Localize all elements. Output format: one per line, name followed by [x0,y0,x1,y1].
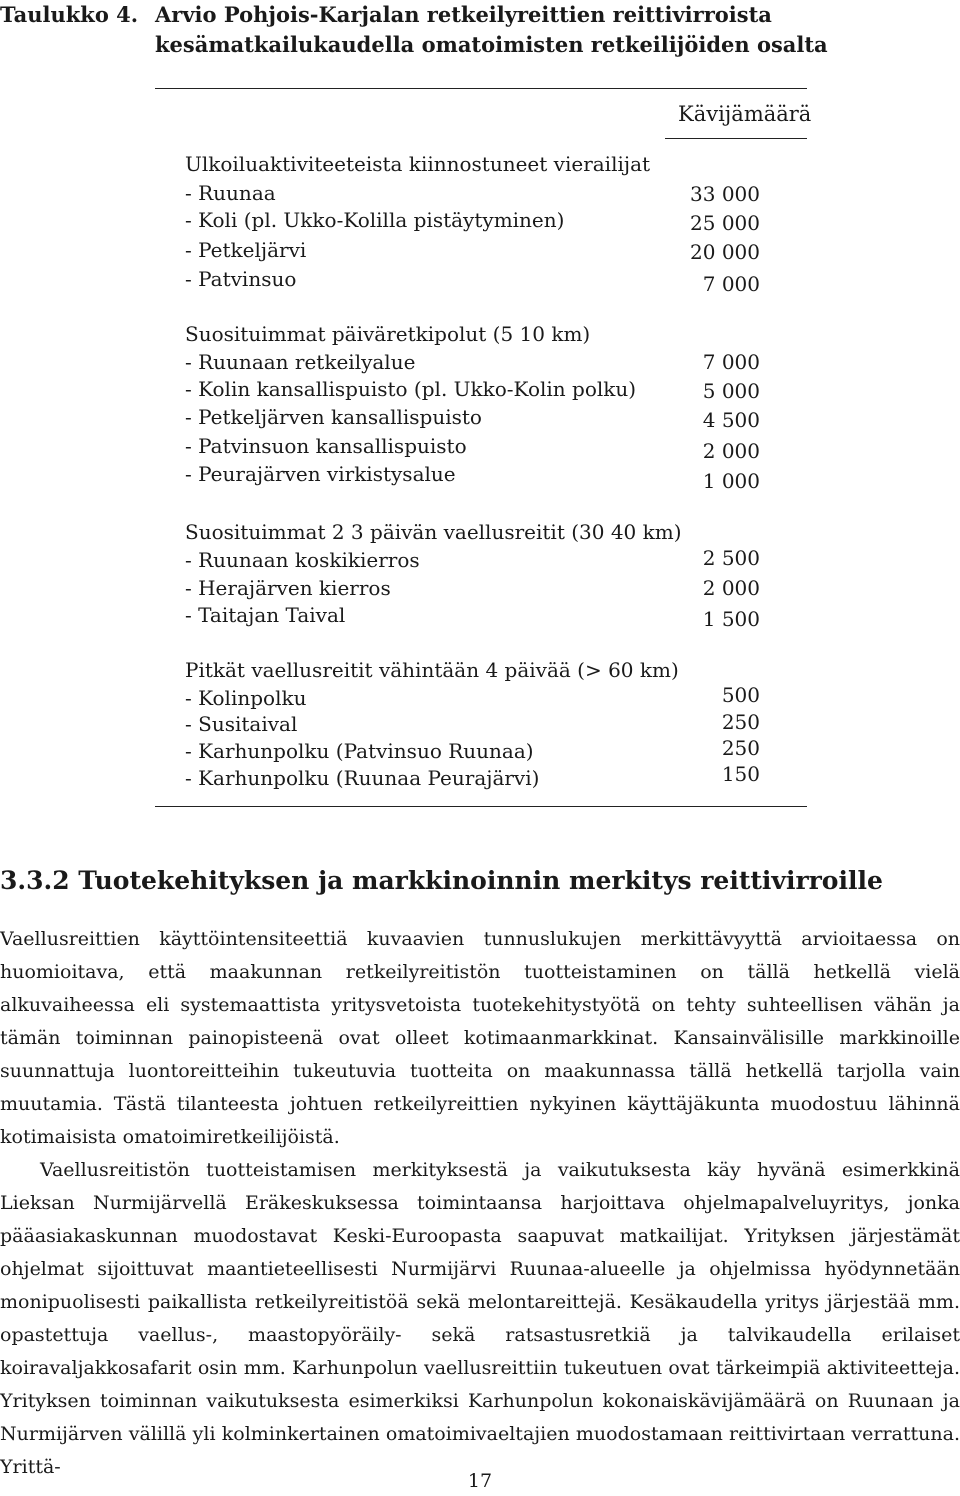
table-bottom-rule [155,806,807,807]
row-value: 33 000 [690,182,760,206]
paragraph: Vaellusreitistön tuotteistamisen merkityksestä ja vaikutuksesta käy hyvänä esimerkkinä Lieksan Nurmijärvellä Eräkeskuksessa toimintaansa harjoittava ohjelmapalveluyritys, jonka pääasiakaskunnan muodostavat Keski-Euroopasta saapuvat matkailijat. Yrityksen järjestämät ohjelmat sijoittuvat maantieteellisesti Nurmijärvi Ruunaa-alueelle ja ohjelmissa hyödynnetään monipuolisesti paikallista retkeilyreitistöä sekä melontareittejä. Kesäkaudella yritys järjestää mm. opastettuja vaellus-, maastopyöräily- sekä ratsastusretkiä ja talvikaudella erilaiset koiravaljakkosafarit osin mm. Karhunpolun vaellusreittiin tukeutuen ovat tärkeimpiä aktiviteetteja. Yrityksen toiminnan vaikutuksesta esimerkiksi Karhunpolun kokonaiskävijämäärä on Ruunaan ja Nurmijärven välillä yli kolminkertainen omatoimivaeltajien muodostamaan reittivirtaan verrattuna. Yrittä- [0,1159,960,1478]
row-label: - Ruunaa [185,181,276,205]
table-caption-title-line-2: kesämatkailukaudella omatoimisten retkeilijöiden osalta [155,32,828,57]
section-body [0,923,960,1484]
table-caption-label: Taulukko 4. [0,2,139,27]
row-value: 4 500 [702,408,760,432]
row-label: - Taitajan Taival [185,603,346,627]
row-label: - Patvinsuo [185,267,297,291]
row-label: - Susitaival [185,712,298,736]
paragraph: Vaellusreittien käyttöintensiteettiä kuvaavien tunnuslukujen merkittävyyttä arvioitaessa on huomioitava, että maakunnan retkeilyreitistön tuotteistaminen on tällä hetkellä vielä alkuvaiheessa eli systemaattista yritysvetoista tuotekehitystyötä on tehty suhteellisen vähän ja tämän toiminnan painopisteenä ovat olleet kotimaanmarkkinat. Kansainvälisille markkinoille suunnattuja luontoreitteihin tukeutuvia tuotteita on maakunnassa tällä hetkellä tarjolla vain muutamia. Tästä tilanteesta johtuen retkeilyreittien nykyinen käyttäjäkunta muodostuu lähinnä kotimaisista omatoimiretkeilijöistä. [0,928,960,1148]
row-value: 25 000 [690,211,760,235]
row-value: 1 500 [702,607,760,631]
table-top-rule [155,88,807,89]
group-title: Pitkät vaellusreitit vähintään 4 päivää (> 60 km) [185,658,679,682]
row-value: 20 000 [690,240,760,264]
row-label: - Herajärven kierros [185,576,391,600]
row-value: 250 [721,710,760,734]
group-title: Suosituimmat 2 3 päivän vaellusreitit (30 40 km) [185,520,682,544]
row-label: - Peurajärven virkistysalue [185,462,456,486]
row-label: - Koli (pl. Ukko-Kolilla pistäytyminen) [185,208,565,232]
row-label: - Karhunpolku (Ruunaa Peurajärvi) [185,766,540,790]
page-number: 17 [467,1470,493,1492]
row-value: 500 [721,683,760,707]
row-label: - Kolin kansallispuisto (pl. Ukko-Kolin polku) [185,377,637,401]
group-title: Suosituimmat päiväretkipolut (5 10 km) [185,322,591,346]
row-label: - Petkeljärvi [185,238,307,262]
column-header-rule [665,138,807,139]
row-value: 7 000 [702,272,760,296]
table-caption-title-line-1: Arvio Pohjois-Karjalan retkeilyreittien reittivirroista [155,2,772,27]
row-value: 2 000 [702,439,760,463]
row-label: - Ruunaan koskikierros [185,548,420,572]
column-header-visitors: Kävijämäärä [678,102,812,126]
row-label: - Petkeljärven kansallispuisto [185,405,482,429]
row-label: - Patvinsuon kansallispuisto [185,434,467,458]
row-value: 5 000 [702,379,760,403]
row-value: 7 000 [702,350,760,374]
row-value: 2 500 [702,546,760,570]
row-label: - Karhunpolku (Patvinsuo Ruunaa) [185,739,534,763]
row-label: - Kolinpolku [185,686,307,710]
row-value: 150 [721,762,760,786]
row-value: 250 [721,736,760,760]
row-value: 2 000 [702,576,760,600]
group-title: Ulkoiluaktiviteeteista kiinnostuneet vierailijat [185,152,651,176]
section-heading: 3.3.2 Tuotekehityksen ja markkinoinnin merkitys reittivirroille [0,866,883,895]
row-label: - Ruunaan retkeilyalue [185,350,416,374]
row-value: 1 000 [702,469,760,493]
